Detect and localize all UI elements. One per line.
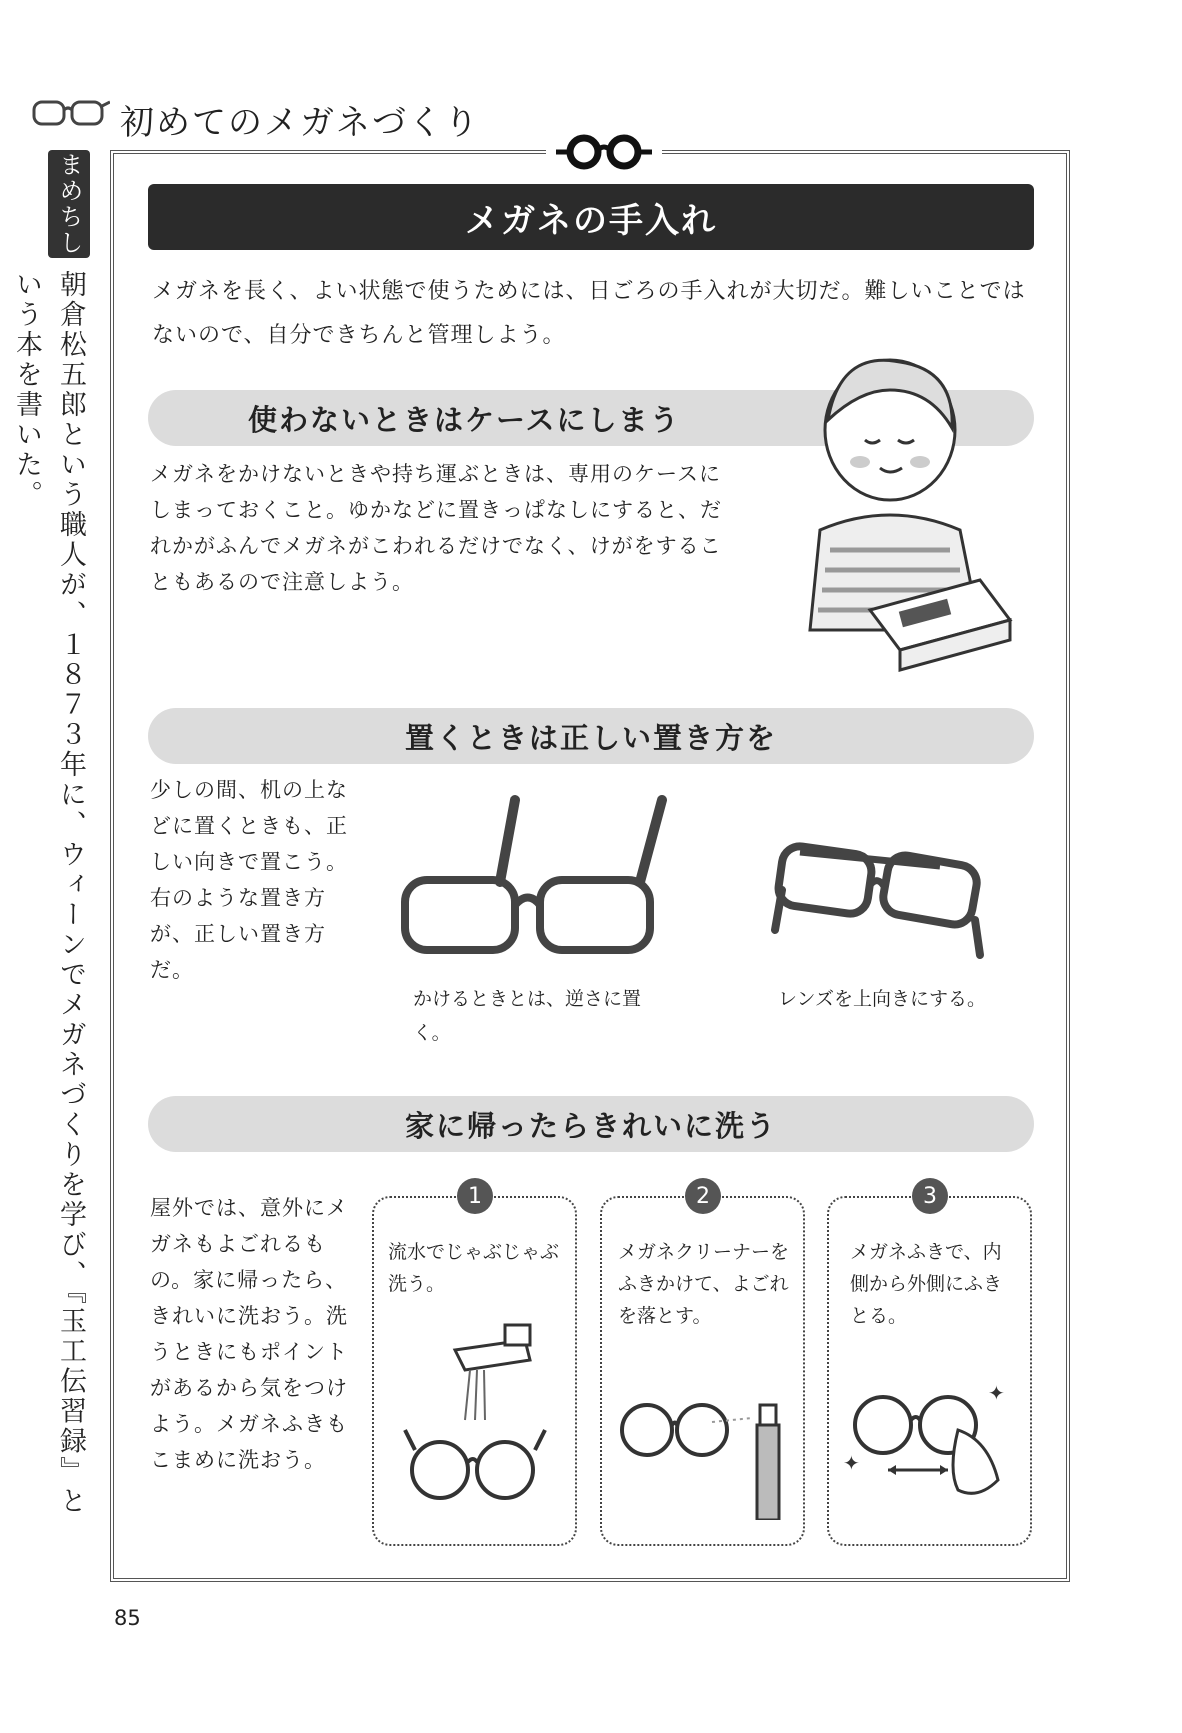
wash-step-1-number: 1 <box>457 1178 493 1214</box>
page-number: 85 <box>114 1606 141 1630</box>
child-with-case-illustration <box>780 350 1020 690</box>
mame-chishiki-tag: まめちしき <box>48 150 90 258</box>
main-title: メガネの手入れ <box>148 184 1034 250</box>
sidebar-trivia-text: 朝倉松五郎という職人が、１８７３年に、ウィーンでメガネづくりを学び、『玉工伝習録』という本を書いた。 <box>11 270 86 1517</box>
section-placement-body: 少しの間、机の上などに置くときも、正しい向きで置こう。右のような置き方が、正しい置き方だ。 <box>150 778 348 982</box>
wash-step-3-text: メガネふきで、内側から外側にふきとる。 <box>850 1241 1003 1327</box>
section-heading-washing: 家に帰ったらきれいに洗う <box>148 1096 1034 1152</box>
wash-step-3-number: 3 <box>912 1178 948 1214</box>
section-heading-placement: 置くときは正しい置き方を <box>148 708 1034 764</box>
glasses-ornament-icon <box>546 132 662 172</box>
wash-step-2-text: メガネクリーナーをふきかけて、よごれを落とす。 <box>618 1241 790 1327</box>
page-header-title: 初めてのメガネづくり <box>120 103 480 143</box>
placement-caption-lens-up: レンズを上向きにする。 <box>778 988 986 1010</box>
faucet-rinse-illustration <box>395 1320 565 1520</box>
wash-step-2-number: 2 <box>685 1178 721 1214</box>
placement-caption-upside-down: かけるときとは、逆さに置く。 <box>413 988 642 1044</box>
svg-text:✦: ✦ <box>988 1381 1005 1405</box>
glasses-logo-icon <box>30 92 110 132</box>
glasses-lens-up-illustration <box>770 830 990 960</box>
section-washing-body: 屋外では、意外にメガネもよごれるもの。家に帰ったら、きれいに洗おう。洗うときにもポイントがあるから気をつけよう。メガネふきもこまめに洗おう。 <box>150 1196 348 1472</box>
glasses-upside-down-illustration <box>400 790 680 960</box>
section-case-body: メガネをかけないときや持ち運ぶときは、専用のケースにしまっておくこと。ゆかなどに置きっぱなしにすると、だれかがふんでメガネがこわれるだけでなく、けがをすることもあるので注意しよう。 <box>150 462 722 594</box>
section-heading-case: 使わないときはケースにしまう <box>148 390 1034 446</box>
svg-text:✦: ✦ <box>843 1451 860 1475</box>
cleaner-spray-illustration <box>612 1380 792 1520</box>
intro-paragraph: メガネを長く、よい状態で使うためには、日ごろの手入れが大切だ。難しいことではないので、自分できちんと管理しよう。 <box>152 279 1026 348</box>
wash-step-1-text: 流水でじゃぶじゃぶ洗う。 <box>388 1241 560 1295</box>
wipe-cloth-illustration <box>838 1370 1018 1520</box>
